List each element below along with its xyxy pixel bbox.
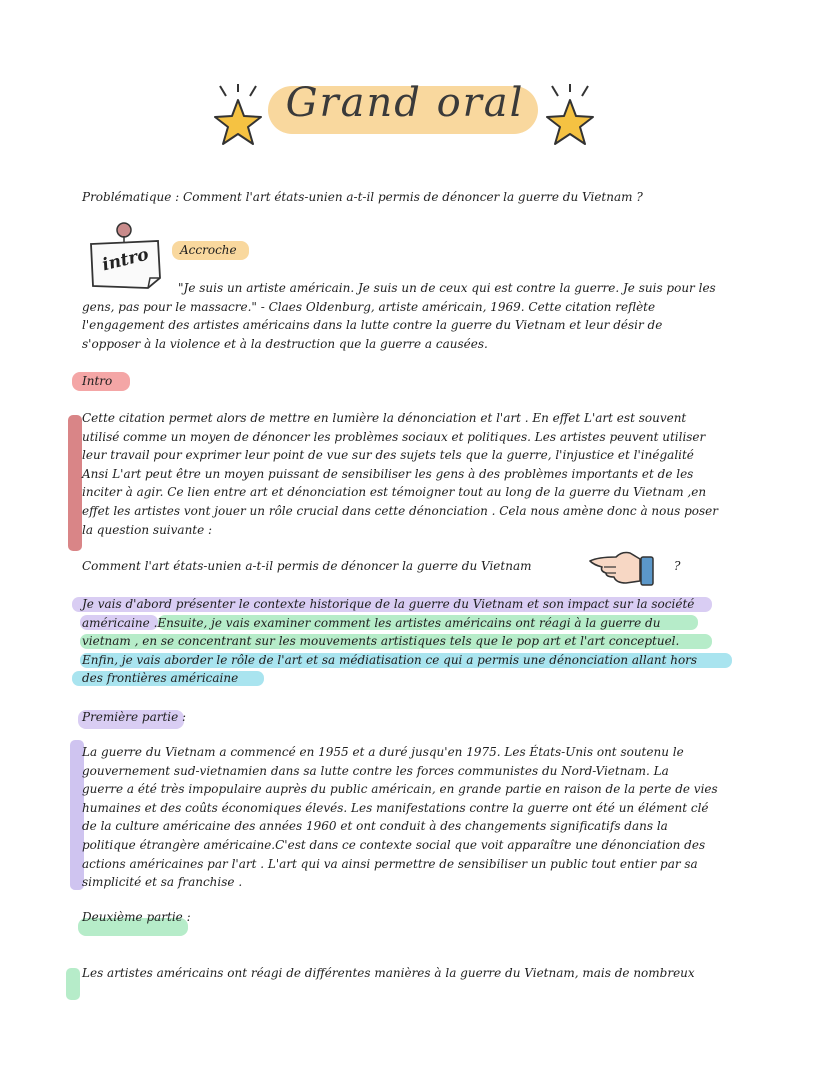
text-line: Ansi L'art peut être un moyen puissant de sensibiliser les gens à des problèmes importants et de les <box>82 466 694 481</box>
question-mark: ? <box>674 559 681 573</box>
text-line: "Je suis un artiste américain. Je suis un de ceux qui est contre la guerre. Je suis pour les <box>178 281 716 295</box>
pointing-hand-icon <box>586 543 658 591</box>
text-line: américaine .Ensuite, je vais examiner comment les artistes américains ont réagi à la guerre du <box>82 615 661 630</box>
text-line: la question suivante : <box>82 522 213 537</box>
text-line: Enfin, je vais aborder le rôle de l'art et sa médiatisation ce qui a permis une dénonciation allant hors <box>82 652 698 667</box>
intro-text <box>82 409 782 539</box>
text-line: Je vais d'abord présenter le contexte historique de la guerre du Vietnam et son impact sur la société <box>82 597 695 611</box>
text-line: simplicité et sa franchise . <box>82 875 243 890</box>
text-line: des frontières américaine <box>82 671 239 686</box>
text-line: guerre a été très impopulaire auprès du public américain, en grande partie en raison de la perte de vies <box>82 782 718 797</box>
text-line: politique étrangère américaine.C'est dans ce contexte social que voit apparaître une dénonciation des <box>82 837 706 852</box>
intro-label: Intro <box>82 374 113 388</box>
text-line: vietnam , en se concentrant sur les mouvements artistiques tels que le pop art et l'art conceptuel. <box>82 634 680 649</box>
star-icon <box>208 84 268 150</box>
accroche-text <box>82 279 782 353</box>
text-line: gouvernement sud-vietnamien dans sa lutte contre les forces communistes du Nord-Vietnam. La <box>82 763 669 778</box>
text-line: La guerre du Vietnam a commencé en 1955 et a duré jusqu'en 1975. Les États-Unis ont soutenu le <box>82 745 684 759</box>
text-line: humaines et des coûts économiques élevés. Les manifestations contre la guerre ont été un élément clé <box>82 800 709 815</box>
text-line: utilisé comme un moyen de dénoncer les problèmes sociaux et politiques. Les artistes peuvent utiliser <box>82 429 706 444</box>
part2-side-bar <box>66 968 80 1000</box>
text-line: actions américaines par l'art . L'art qui va ainsi permettre de sensibiliser un public tout entier par sa <box>82 856 698 871</box>
text-line: leur travail pour exprimer leur point de vue sur des sujets tels que la guerre, l'injustice et l'inégalité <box>82 448 694 463</box>
part1-label: Première partie : <box>82 710 187 724</box>
text-line: Les artistes américains ont réagi de différentes manières à la guerre du Vietnam, mais de nombreux <box>82 966 695 980</box>
page-title: Grand oral <box>285 80 525 126</box>
sticky-note-text: intro <box>100 244 151 276</box>
research-question: Comment l'art états-unien a-t-il permis de dénoncer la guerre du Vietnam <box>82 559 532 573</box>
title-header <box>0 0 828 170</box>
text-line: gens, pas pour le massacre." - Claes Oldenburg, artiste américain, 1969. Cette citation reflète <box>82 299 656 314</box>
text-line: de la culture américaine des années 1960 et ont conduit à des changements significatifs dans la <box>82 819 668 834</box>
text-line: effet les artistes vont jouer un rôle crucial dans cette dénonciation . Cela nous amène donc à nous poser <box>82 503 718 518</box>
problematique: Problématique : Comment l'art états-unien a-t-il permis de dénoncer la guerre du Vietnam ? <box>82 190 643 204</box>
accroche-label: Accroche <box>180 243 237 257</box>
part2-label: Deuxième partie : <box>82 910 191 924</box>
text-line: inciter à agir. Ce lien entre art et dénonciation est témoigner tout au long de la guerre du Vietnam ,en <box>82 485 707 500</box>
text-line: s'opposer à la violence et à la destruction que la guerre a causées. <box>82 336 488 351</box>
star-icon <box>540 84 600 150</box>
plan-text <box>82 595 782 688</box>
part1-text <box>82 743 782 892</box>
text-line: l'engagement des artistes américains dans la lutte contre la guerre du Vietnam et leur désir de <box>82 318 663 333</box>
part2-text <box>82 964 782 983</box>
text-line: Cette citation permet alors de mettre en lumière la dénonciation et l'art . En effet L'art est souvent <box>82 411 687 425</box>
intro-side-bar <box>68 415 82 551</box>
